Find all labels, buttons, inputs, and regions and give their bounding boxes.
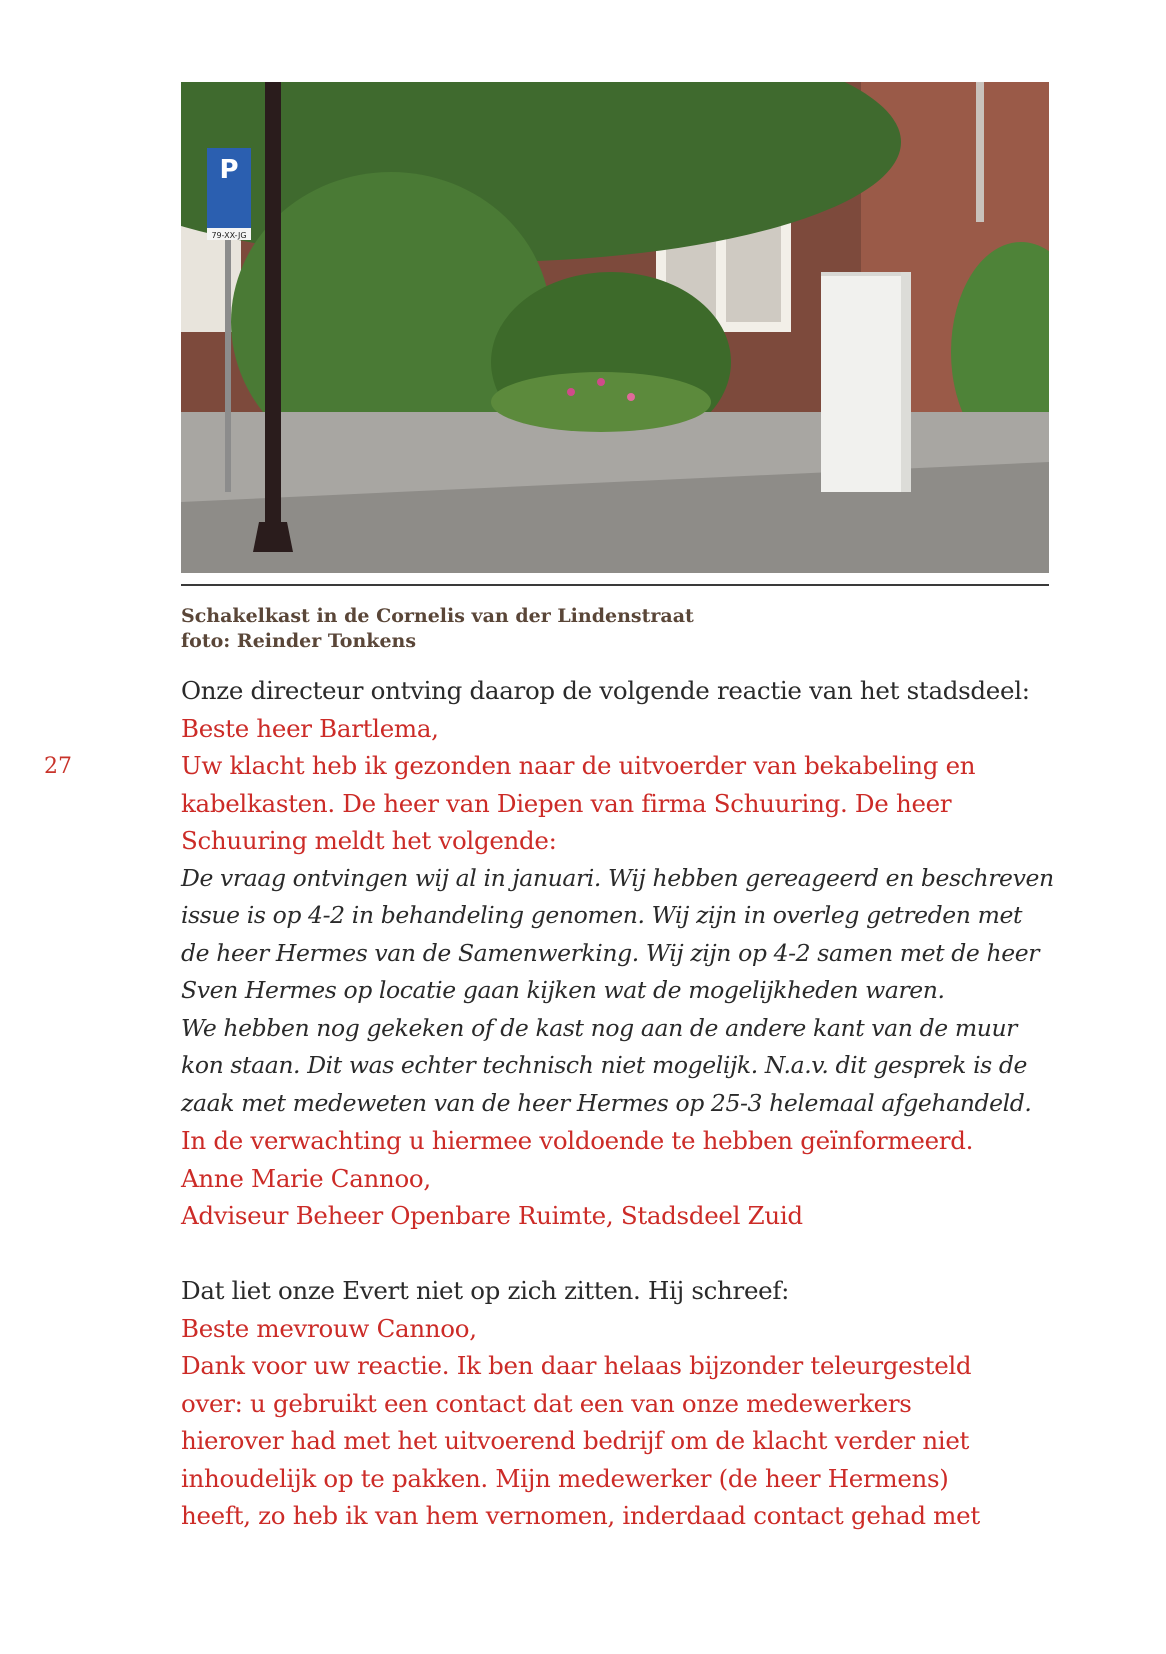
plate-text: 79-XX-JG — [211, 231, 247, 240]
intro-paragraph: Onze directeur ontving daarop de volgende reactie van het stadsdeel: — [181, 676, 1030, 705]
quote-line: de heer Hermes van de Samenwerking. Wij zijn op 4-2 samen met de heer — [181, 938, 1040, 967]
page-number: 27 — [44, 754, 72, 779]
lamp-post — [265, 82, 281, 522]
letter-line: hierover had met het uitvoerend bedrijf om de klacht verder niet — [181, 1426, 970, 1455]
caption-credit: foto: Reinder Tonkens — [181, 630, 417, 652]
quote-line: issue is op 4-2 in behandeling genomen. Wij zijn in overleg getreden met — [181, 901, 1022, 929]
letter-line: heeft, zo heb ik van hem vernomen, inderdaad contact gehad met — [181, 1501, 980, 1530]
letter-line: Uw klacht heb ik gezonden naar de uitvoerder van bekabeling en — [181, 751, 976, 780]
parking-sign-letter: P — [219, 155, 239, 185]
caption-title: Schakelkast in de Cornelis van der Lindenstraat — [181, 605, 694, 627]
quote-line: zaak met medeweten van de heer Hermes op 25-3 helemaal afgehandeld. — [181, 1088, 1032, 1117]
paragraph-gap — [181, 1235, 1061, 1273]
letter-line: Dank voor uw reactie. Ik ben daar helaas bijzonder teleurgesteld — [181, 1351, 972, 1380]
body-text — [181, 672, 1061, 1535]
letter-line: Schuuring meldt het volgende: — [181, 826, 557, 855]
letter-line: inhoudelijk op te pakken. Mijn medewerker (de heer Hermens) — [181, 1463, 949, 1493]
closing-line: In de verwachting u hiermee voldoende te hebben geïnformeerd. — [181, 1126, 974, 1155]
photo-illustration — [181, 82, 1049, 573]
signature-name: Anne Marie Cannoo, — [181, 1163, 431, 1193]
intro-paragraph-2: Dat liet onze Evert niet op zich zitten. Hij schreef: — [181, 1276, 790, 1305]
letter-line: Beste heer Bartlema, — [181, 713, 439, 743]
photo-caption — [181, 604, 694, 654]
street-photo — [181, 82, 1049, 573]
drainpipe — [976, 82, 984, 222]
quote-line: De vraag ontvingen wij al in januari. Wij hebben gereageerd en beschreven — [181, 863, 1054, 892]
letter-line: over: u gebruikt een contact dat een van onze medewerkers — [181, 1388, 912, 1418]
letter-line: kabelkasten. De heer van Diepen van firma Schuuring. De heer — [181, 788, 952, 818]
letter-line: Beste mevrouw Cannoo, — [181, 1313, 477, 1343]
quote-line: kon staan. Dit was echter technisch niet mogelijk. N.a.v. dit gesprek is de — [181, 1051, 1028, 1079]
quote-line: We hebben nog gekeken of de kast nog aan de andere kant van de muur — [181, 1013, 1018, 1042]
electrical-cabinet — [821, 272, 911, 492]
signature-title: Adviseur Beheer Openbare Ruimte, Stadsdeel Zuid — [181, 1201, 803, 1230]
caption-divider — [181, 584, 1049, 586]
quote-line: Sven Hermes op locatie gaan kijken wat de mogelijkheden waren. — [181, 976, 945, 1004]
